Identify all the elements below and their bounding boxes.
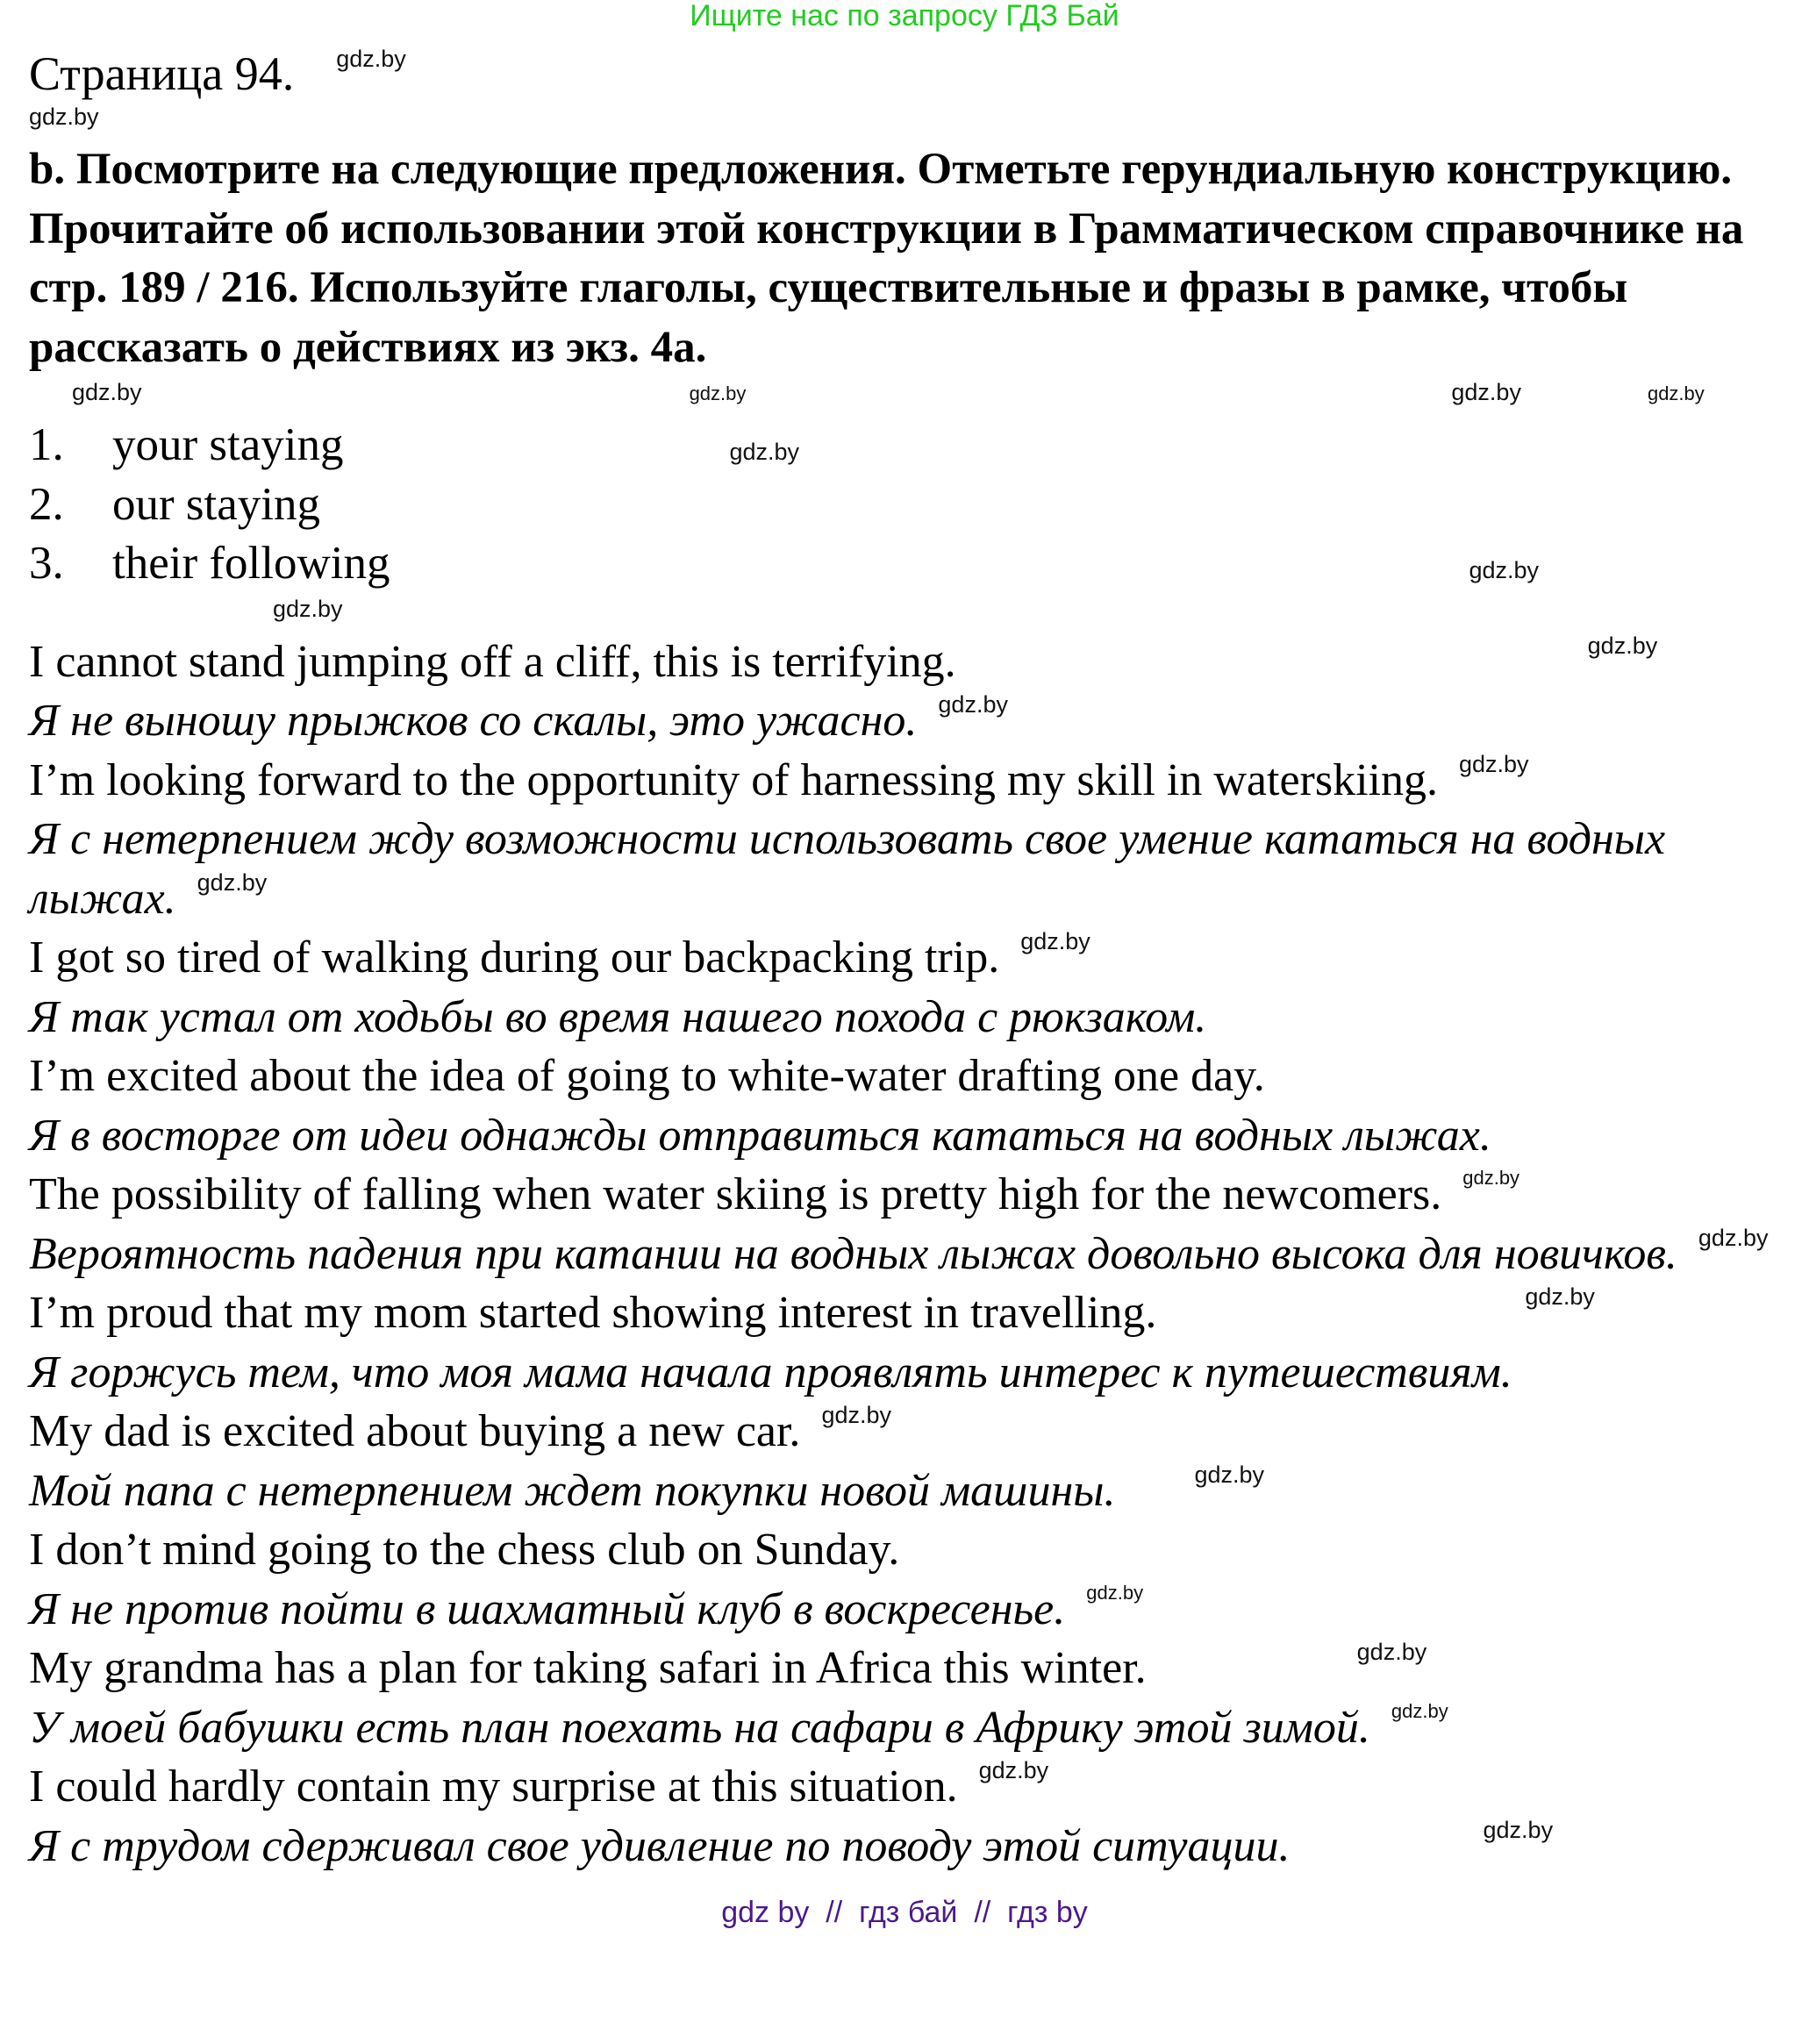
list-number: 3. bbox=[29, 538, 64, 589]
sentence-line bbox=[29, 1698, 1783, 1758]
watermark: gdz.by bbox=[336, 46, 406, 72]
watermark: gdz.by bbox=[29, 104, 99, 130]
watermark: gdz.by bbox=[1086, 1581, 1144, 1604]
sentence-translation: У моей бабушки есть план поехать на сафари в Африку этой зимой. bbox=[29, 1702, 1370, 1753]
watermark: gdz.by bbox=[1587, 632, 1658, 659]
list-number: 1. bbox=[29, 419, 64, 470]
list-text: your staying bbox=[112, 419, 344, 470]
sentence-line bbox=[29, 1462, 1783, 1521]
watermark: gdz.by bbox=[72, 379, 142, 405]
watermark-row bbox=[29, 594, 1783, 632]
sentence-translation: Я в восторге от идеи однажды отправиться кататься на водных лыжах. bbox=[29, 1110, 1491, 1161]
sentence-translation: Я не выношу прыжков со скалы, это ужасно. bbox=[29, 696, 918, 746]
sentences bbox=[29, 632, 1783, 1876]
answer-list bbox=[29, 416, 1783, 594]
sentence-translation: Я горжусь тем, что моя мама начала проявлять интерес к путешествиям. bbox=[29, 1347, 1512, 1397]
watermark: gdz.by bbox=[1462, 1167, 1520, 1189]
watermark: gdz.by bbox=[1451, 379, 1521, 405]
sentence-en: I’m excited about the idea of going to white-water drafting one day. bbox=[29, 1051, 1265, 1101]
watermark: gdz.by bbox=[1698, 1224, 1769, 1251]
sentence-en: I’m looking forward to the opportunity of harnessing my skill in waterskiing. bbox=[29, 754, 1438, 805]
watermark: gdz.by bbox=[689, 382, 747, 404]
sentence-translation: Я так устал от ходьбы во время нашего похода с рюкзаком. bbox=[29, 991, 1207, 1042]
sentence-en: My dad is excited about buying a new car. bbox=[29, 1406, 801, 1456]
page-title: Страница 94. bbox=[29, 47, 295, 100]
watermark: gdz.by bbox=[273, 595, 343, 622]
sentence-line bbox=[29, 1520, 1783, 1580]
watermark: gdz.by bbox=[1525, 1283, 1595, 1310]
watermark: gdz.by bbox=[1020, 928, 1090, 954]
watermark: gdz.by bbox=[1458, 750, 1529, 777]
watermark: gdz.by bbox=[197, 868, 268, 896]
sentence-en: I cannot stand jumping off a cliff, this is terrifying. bbox=[29, 636, 956, 687]
watermark: gdz.by bbox=[938, 691, 1008, 718]
watermark: gdz.by bbox=[821, 1402, 891, 1428]
sentence-line bbox=[29, 1343, 1783, 1403]
list-number: 2. bbox=[29, 478, 64, 530]
watermark: gdz.by bbox=[978, 1757, 1049, 1783]
sentence-translation: Я с нетерпением жду возможности использовать свое умение кататься на водных лыжах. bbox=[29, 814, 1666, 924]
sentence-en: My grandma has a plan for taking safari in Africa this winter. bbox=[29, 1643, 1147, 1693]
list-text: our staying bbox=[112, 478, 320, 530]
watermark-row bbox=[29, 377, 1783, 416]
sentence-line bbox=[29, 1817, 1783, 1876]
sentence-line bbox=[29, 1047, 1783, 1106]
sentence-line bbox=[29, 1402, 1783, 1462]
sentence-line bbox=[29, 1225, 1783, 1284]
sentence-translation: Мой папа с нетерпением ждет покупки новой машины. bbox=[29, 1465, 1116, 1516]
footer-links: gdz by // гдз бай // гдз by bbox=[721, 1896, 1088, 1929]
list-item bbox=[29, 416, 1783, 475]
sentence-en: I’m proud that my mom started showing interest in travelling. bbox=[29, 1288, 1157, 1338]
sentence-line bbox=[29, 1283, 1783, 1343]
watermark: gdz.by bbox=[1356, 1639, 1427, 1665]
sentence-en: I don’t mind going to the chess club on Sunday. bbox=[29, 1525, 900, 1575]
sentence-en: The possibility of falling when water skiing is pretty high for the newcomers. bbox=[29, 1169, 1442, 1219]
sentence-translation: Вероятность падения при катании на водных лыжах довольно высока для новичков. bbox=[29, 1228, 1677, 1279]
sentence-en: I could hardly contain my surprise at this situation. bbox=[29, 1762, 958, 1812]
sentence-en: I got so tired of walking during our backpacking trip. bbox=[29, 933, 1000, 983]
watermark: gdz.by bbox=[1647, 382, 1705, 404]
sentence-line bbox=[29, 691, 1783, 751]
watermark: gdz.by bbox=[729, 439, 800, 465]
sentence-line bbox=[29, 1580, 1783, 1640]
search-banner: Ищите нас по запросу ГДЗ Бай bbox=[690, 0, 1119, 32]
sentence-translation: Я с трудом сдерживал свое удивление по поводу этой ситуации. bbox=[29, 1820, 1291, 1871]
watermark: gdz.by bbox=[1194, 1461, 1265, 1488]
sentence-line bbox=[29, 928, 1783, 988]
watermark: gdz.by bbox=[1469, 557, 1540, 583]
list-item bbox=[29, 475, 1783, 535]
task-heading: b. Посмотрите на следующие предложения. Отметьте герундиальную конструкцию. Прочитайте об использовании этой конструкции в Грамматическом справочнике на стр. 189 / 216. Используйте глаголы, существительные и фразы в рамке, чтобы рассказать о действиях из экз. 4а. bbox=[29, 145, 1744, 372]
sentence-line bbox=[29, 1757, 1783, 1817]
sentence-line bbox=[29, 1639, 1783, 1698]
sentence-line bbox=[29, 988, 1783, 1047]
sentence-line bbox=[29, 1165, 1783, 1225]
sentence-line bbox=[29, 751, 1783, 811]
list-item bbox=[29, 534, 1783, 594]
sentence-translation: Я не против пойти в шахматный клуб в воскресенье. bbox=[29, 1583, 1066, 1634]
sentence-line bbox=[29, 810, 1783, 928]
watermark: gdz.by bbox=[1391, 1699, 1448, 1722]
watermark: gdz.by bbox=[1483, 1816, 1554, 1843]
sentence-line bbox=[29, 632, 1783, 692]
watermark-row bbox=[29, 102, 1783, 140]
list-text: their following bbox=[112, 538, 390, 589]
title-line bbox=[29, 46, 1783, 102]
sentence-line bbox=[29, 1106, 1783, 1166]
